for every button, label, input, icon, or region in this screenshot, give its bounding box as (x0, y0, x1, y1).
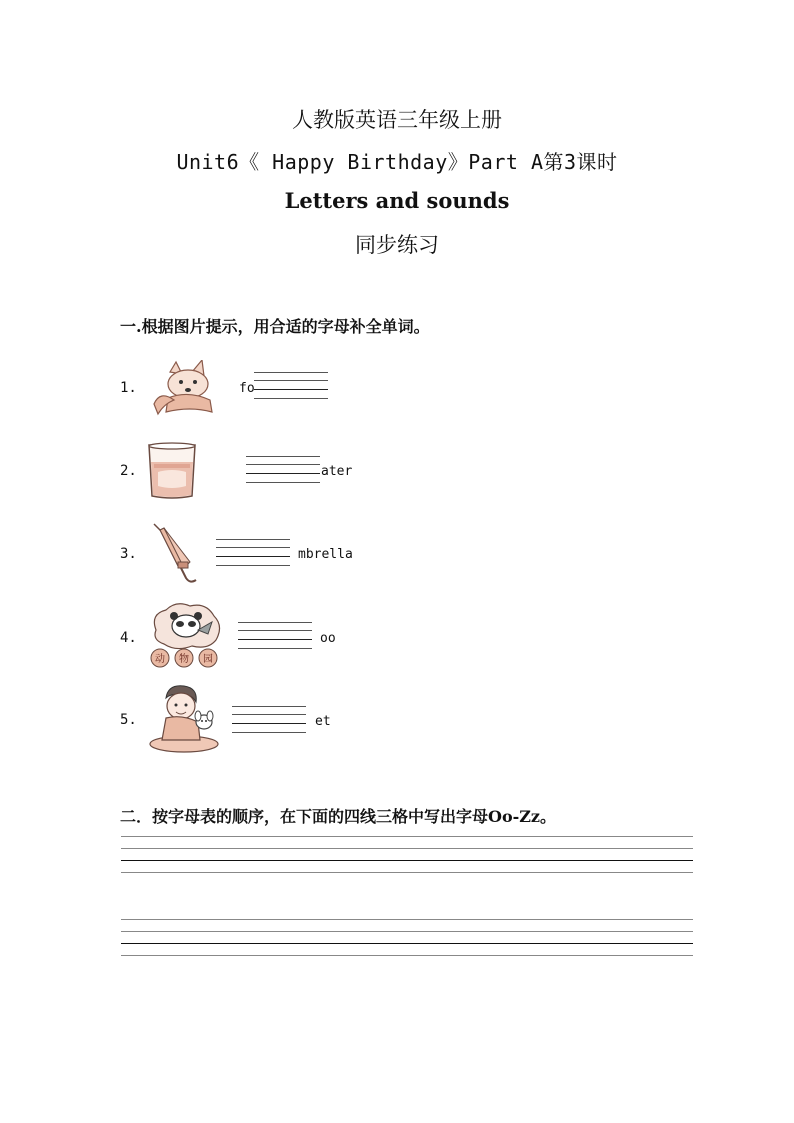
writing-grid-2[interactable] (121, 919, 693, 955)
item-number: 1. (120, 380, 137, 396)
section2-title: 二．按字母表的顺序，在下面的四线三格中写出字母Oo-Zz。 (120, 807, 557, 826)
water-glass-icon (146, 442, 198, 500)
worksheet-title: 人教版英语三年级上册 (292, 108, 502, 132)
zoo-icon (146, 600, 226, 668)
item-3 (0, 522, 794, 582)
item-number: 2. (120, 463, 137, 479)
lesson-title: Letters and sounds (284, 188, 510, 213)
writing-lines[interactable] (254, 372, 328, 398)
boy-with-pet-icon (146, 684, 222, 754)
unit-title: Unit6《 Happy Birthday》Part A第3课时 (176, 150, 618, 174)
word-fragment: fo (239, 381, 255, 396)
exercise-title: 同步练习 (355, 233, 439, 257)
zoo-char-1: 动 (155, 654, 165, 665)
word-fragment: mbrella (298, 547, 353, 562)
writing-lines[interactable] (246, 456, 320, 482)
item-5 (0, 684, 794, 744)
writing-lines[interactable] (232, 706, 306, 732)
item-2 (0, 442, 794, 502)
item-4 (0, 600, 794, 665)
item-number: 3. (120, 546, 137, 562)
fox-icon (150, 360, 226, 418)
item-number: 4. (120, 630, 137, 646)
word-fragment: et (315, 714, 331, 729)
section1-title: 一.根据图片提示，用合适的字母补全单词。 (120, 317, 430, 336)
item-1 (0, 360, 794, 420)
umbrella-icon (150, 522, 210, 586)
writing-lines[interactable] (216, 539, 290, 565)
word-fragment: ater (321, 464, 353, 479)
writing-grid-1[interactable] (121, 836, 693, 872)
word-fragment: oo (320, 631, 336, 646)
zoo-char-2: 物 (179, 654, 189, 665)
writing-lines[interactable] (238, 622, 312, 648)
zoo-char-3: 园 (203, 654, 213, 665)
item-number: 5. (120, 712, 137, 728)
